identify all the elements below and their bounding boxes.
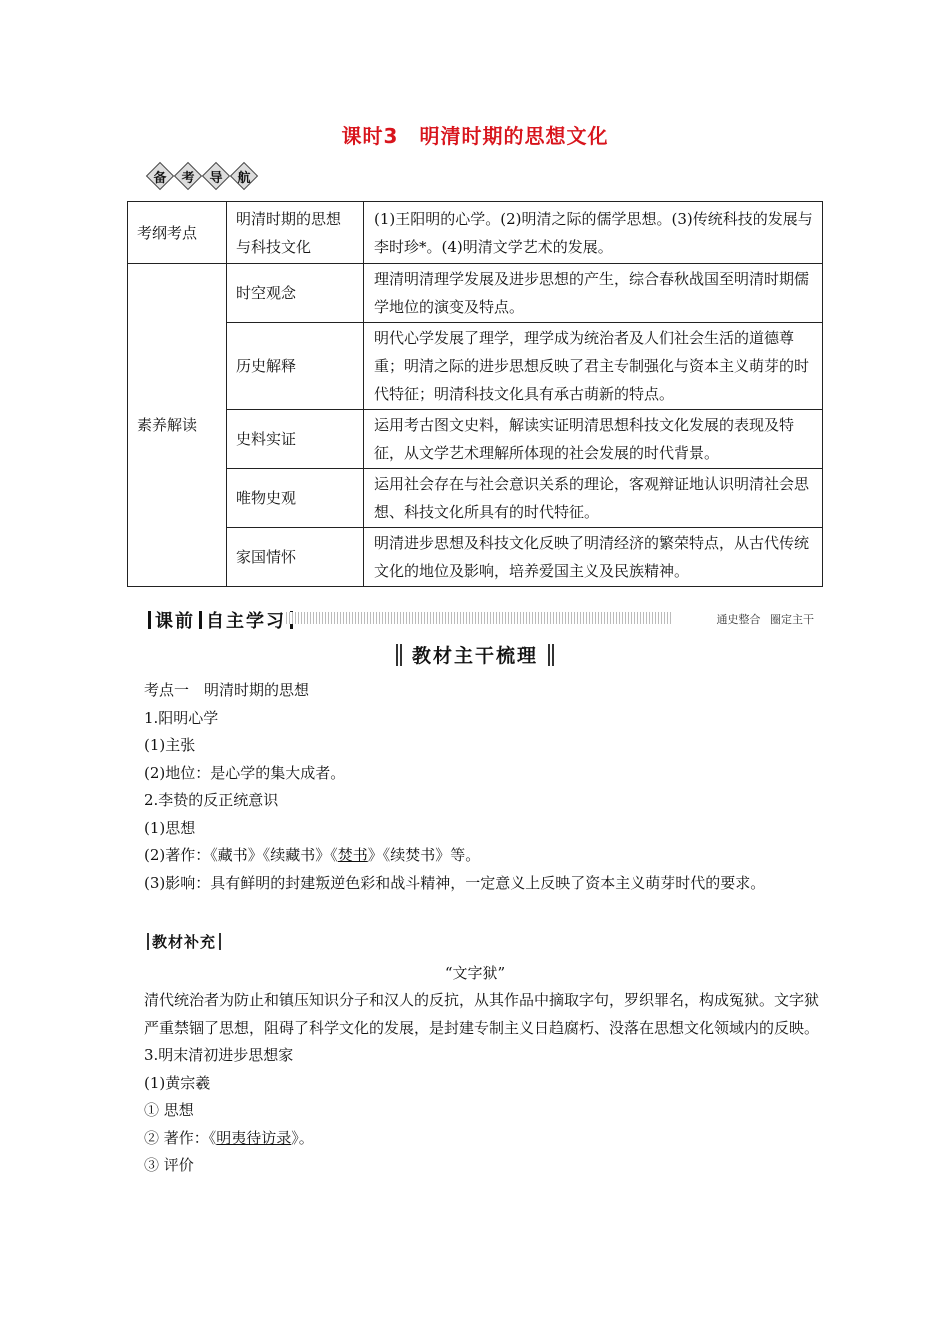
main-content-1 <box>144 677 824 897</box>
banner-title: 课前 自主学习 <box>144 607 297 633</box>
text-line: (2)地位：是心学的集大成者。 <box>144 763 346 782</box>
table-cell: 明清进步思想及科技文化反映了明清经济的繁荣特点，从古代传统文化的地位及影响，培养爱国主义及民族精神。 <box>364 528 823 587</box>
banner-divider <box>286 612 672 624</box>
exam-guide-badge <box>147 163 259 193</box>
table-cell: 考纲考点 <box>128 202 227 264</box>
text-line: 3.明末清初进步思想家 <box>144 1046 294 1064</box>
section-subheading: 教材主干梳理 <box>0 641 950 668</box>
main-content-2 <box>144 987 824 1180</box>
text-paragraph: 清代统治者为防止和镇压知识分子和汉人的反抗，从其作品中摘取字句，罗织罪名，构成冤狱。文字狱严重禁锢了思想，阻碍了科学文化的发展，是封建专制主义日趋腐朽、没落在思想文化领域内的反映。 <box>144 991 820 1037</box>
badge-char: 导 <box>203 163 229 189</box>
table-cell: 明代心学发展了理学，理学成为统治者及人们社会生活的道德尊重；明清之际的进步思想反映了君主专制强化与资本主义萌芽的时代特征；明清科技文化具有承古萌新的特点。 <box>364 323 823 410</box>
text-line: 2.李贽的反正统意识 <box>144 791 279 809</box>
text-line-works: ② 著作：《明夷待访录》。 <box>144 1128 314 1147</box>
table-cell: 史料实证 <box>227 410 364 469</box>
text-line: 1.阳明心学 <box>144 708 219 727</box>
table-cell-group-label: 素养解读 <box>128 264 227 587</box>
section-banner <box>144 607 814 631</box>
table-cell: 历史解释 <box>227 323 364 410</box>
table-row <box>128 528 823 587</box>
table-cell: 家国情怀 <box>227 528 364 587</box>
page-title: 课时3 明清时期的思想文化 <box>341 124 609 148</box>
text-line: ① 思想 <box>144 1101 194 1119</box>
banner-tag: 通史整合 <box>716 613 761 626</box>
badge-char: 考 <box>175 163 201 189</box>
text-paragraph: (3)影响：具有鲜明的封建叛逆色彩和战斗精神，一定意义上反映了资本主义萌芽时代的要求。 <box>144 873 766 892</box>
supplement-label: 教材补充 <box>144 931 224 952</box>
table-cell: 理清明清理学发展及进步思想的产生，综合春秋战国至明清时期儒学地位的演变及特点。 <box>364 264 823 323</box>
badge-char: 航 <box>231 163 257 189</box>
table-cell: 运用考古图文史料，解读实证明清思想科技文化发展的表现及特征，从文学艺术理解所体现的社会发展的时代背景。 <box>364 410 823 469</box>
table-row <box>128 323 823 410</box>
table-row <box>128 202 823 264</box>
table-row <box>128 410 823 469</box>
table-cell: 唯物史观 <box>227 469 364 528</box>
supplement-title: “文字狱” <box>444 964 506 982</box>
text-line: 考点一 明清时期的思想 <box>144 681 310 699</box>
table-cell: 时空观念 <box>227 264 364 323</box>
table-cell: (1)王阳明的心学。(2)明清之际的儒学思想。(3)传统科技的发展与李时珍*。(4)明清文学艺术的发展。 <box>364 202 823 264</box>
banner-tags <box>711 611 815 627</box>
text-line-works: (2)著作：《藏书》《续藏书》《焚书》《续焚书》等。 <box>144 846 481 864</box>
exam-guide-table <box>127 201 823 587</box>
table-cell: 运用社会存在与社会意识关系的理论，客观辩证地认识明清社会思想、科技文化所具有的时代特征。 <box>364 469 823 528</box>
table-row <box>128 264 823 323</box>
table-cell: 明清时期的思想与科技文化 <box>227 202 364 264</box>
text-line: ③ 评价 <box>144 1156 194 1174</box>
banner-tag: 圈定主干 <box>770 613 814 626</box>
text-line: (1)主张 <box>144 736 196 754</box>
text-line: (1)黄宗羲 <box>144 1073 211 1092</box>
text-line: (1)思想 <box>144 818 196 837</box>
table-row <box>128 469 823 528</box>
badge-char: 备 <box>147 163 173 189</box>
